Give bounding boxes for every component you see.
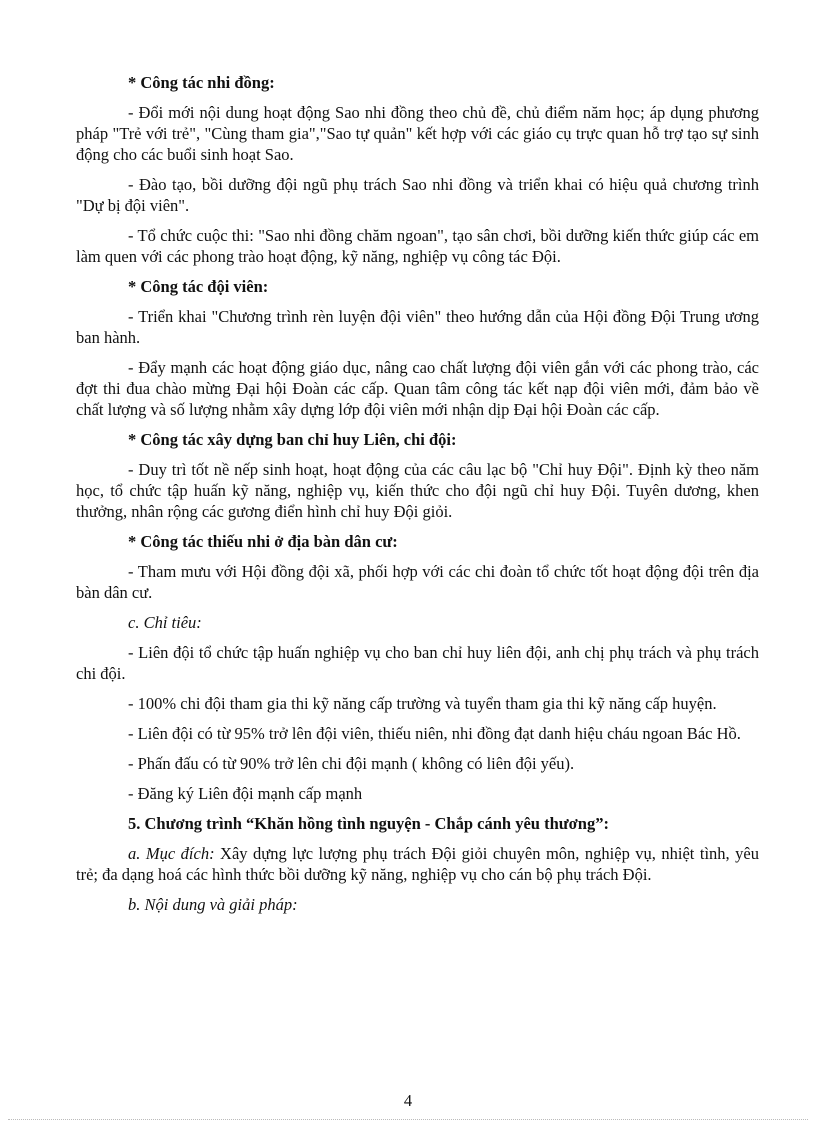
paragraph: - Triển khai "Chương trình rèn luyện đội viên" theo hướng dẫn của Hội đồng Đội Trung ương ban hành. xyxy=(76,307,759,347)
page-bottom-divider xyxy=(8,1119,808,1120)
muc-dich-text: Xây dựng lực lượng phụ trách Đội giỏi chuyên môn, nghiệp vụ, nhiệt tình, yêu trẻ; đa dạng hoá các hình thức bồi dưỡng kỹ năng, nghiệp vụ cho cán bộ phụ trách Đội. xyxy=(76,844,759,884)
paragraph: - Duy trì tốt nề nếp sinh hoạt, hoạt động của các câu lạc bộ "Chỉ huy Đội". Định kỳ theo năm học, tổ chức tập huấn kỹ năng, nghiệp vụ, kiến thức cho đội ngũ chỉ huy Đội. Tuyên dương, khen thưởng, nhân rộng các gương điển hình chỉ huy Đội giỏi. xyxy=(76,460,759,521)
paragraph: - Phấn đấu có từ 90% trở lên chi đội mạnh ( không có liên đội yếu). xyxy=(128,754,575,773)
section-heading-doi-vien: * Công tác đội viên: xyxy=(128,277,269,296)
paragraph: - Liên đội tổ chức tập huấn nghiệp vụ cho ban chỉ huy liên đội, anh chị phụ trách và phụ trách chi đội. xyxy=(76,643,759,683)
section-heading-thieu-nhi: * Công tác thiếu nhi ở địa bàn dân cư: xyxy=(128,532,398,551)
paragraph: - Đào tạo, bồi dưỡng đội ngũ phụ trách Sao nhi đồng và triển khai có hiệu quả chương trình "Dự bị đội viên". xyxy=(76,175,759,215)
paragraph: - Đổi mới nội dung hoạt động Sao nhi đồng theo chủ đề, chủ điểm năm học; áp dụng phương pháp "Trẻ với trẻ", "Cùng tham gia","Sao tự quản" kết hợp với các giáo cụ trực quan hỗ trợ tạo sự sinh động cho các buổi sinh hoạt Sao. xyxy=(76,103,759,164)
muc-dich-label: a. Mục đích: xyxy=(128,844,215,863)
paragraph-muc-dich xyxy=(76,843,759,885)
paragraph: - Đẩy mạnh các hoạt động giáo dục, nâng cao chất lượng đội viên gắn với các phong trào, các đợt thi đua chào mừng Đại hội Đoàn các cấp. Quan tâm công tác kết nạp đội viên mới, đảm bảo về chất lượng và số lượng nhằm xây dựng lớp đội viên mới nhận dịp Đại hội Đoàn các cấp. xyxy=(76,358,759,419)
paragraph: - Đăng ký Liên đội mạnh cấp mạnh xyxy=(128,784,363,803)
section-heading-chi-tieu: c. Chỉ tiêu: xyxy=(128,613,202,632)
page-content xyxy=(76,72,759,924)
section-heading-chi-huy: * Công tác xây dựng ban chỉ huy Liên, chi đội: xyxy=(128,430,457,449)
section-heading-chuong-trinh-5: 5. Chương trình “Khăn hồng tình nguyện - Chắp cánh yêu thương”: xyxy=(128,814,609,833)
paragraph: - Liên đội có từ 95% trở lên đội viên, thiếu niên, nhi đồng đạt danh hiệu cháu ngoan Bác Hồ. xyxy=(128,724,741,743)
paragraph: - Tổ chức cuộc thi: "Sao nhi đồng chăm ngoan", tạo sân chơi, bồi dưỡng kiến thức giúp các em làm quen với các phong trào hoạt động, kỹ năng, nghiệp vụ công tác Đội. xyxy=(76,226,759,266)
section-heading-nhi-dong: * Công tác nhi đồng: xyxy=(128,73,275,92)
page-number: 4 xyxy=(403,1091,413,1110)
paragraph: - Tham mưu với Hội đồng đội xã, phối hợp với các chi đoàn tổ chức tốt hoạt động đội trên địa bàn dân cư. xyxy=(76,562,759,602)
noi-dung-label: b. Nội dung và giải pháp: xyxy=(128,895,298,914)
paragraph: - 100% chi đội tham gia thi kỹ năng cấp trường và tuyển tham gia thi kỹ năng cấp huyện. xyxy=(128,694,717,713)
